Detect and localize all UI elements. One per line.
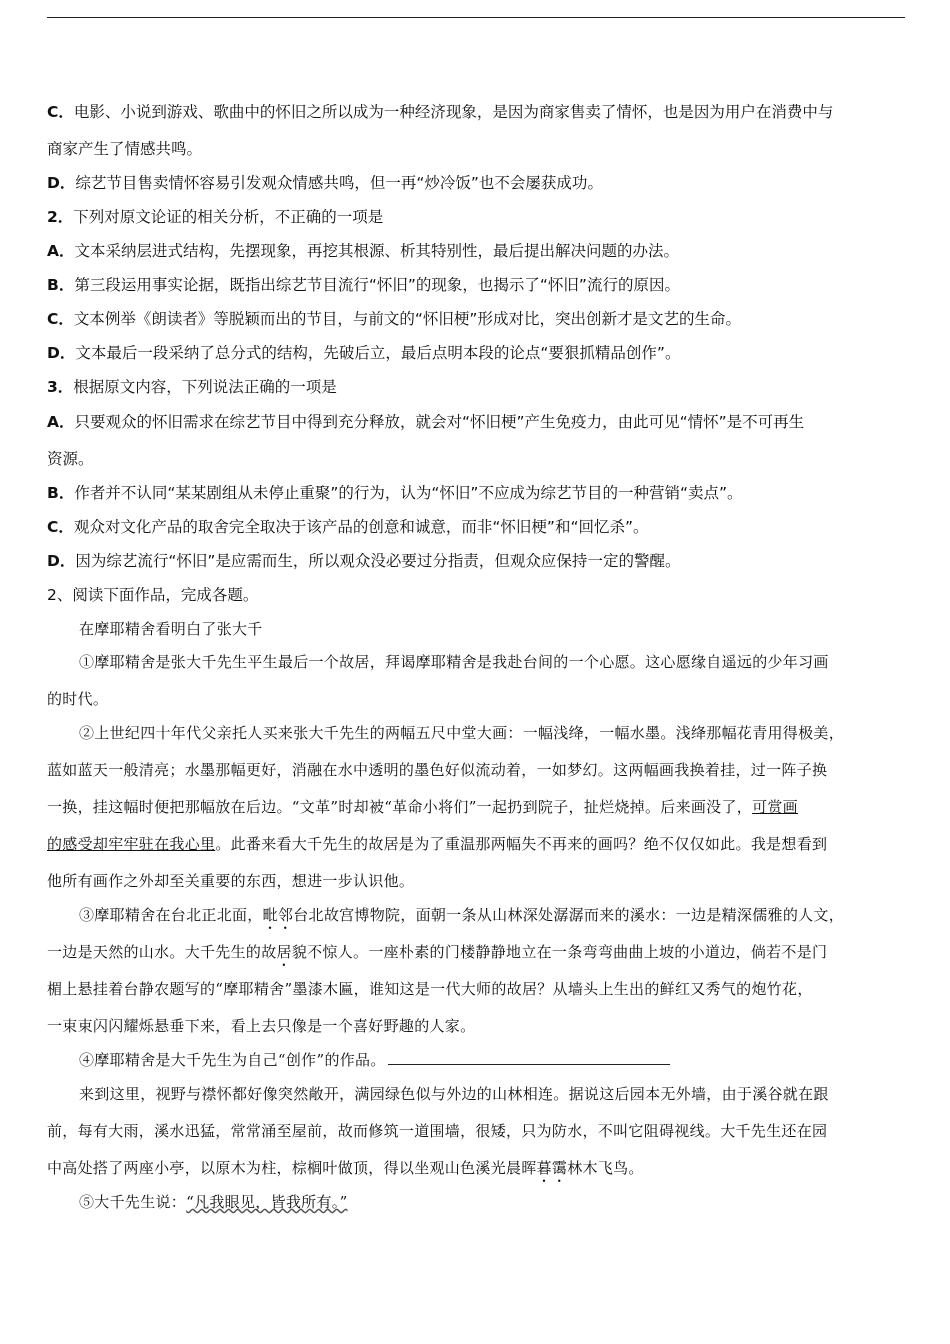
paragraph-6: [79, 1192, 348, 1212]
paragraph-2-cont: [47, 834, 827, 854]
paragraph-text: 中高处搭了两座小亭，以原木为柱，棕榈叶做顶，得以坐观山色溪光晨晖: [47, 1159, 537, 1177]
dotted-word: 毗邻: [262, 906, 294, 924]
q3-option-b: [47, 483, 743, 503]
option-text: 文本例举《朗读者》等脱颖而出的节目，与前文的“怀旧梗”形成对比，突出创新才是文艺的生命。: [73, 310, 741, 328]
answer-blank[interactable]: [388, 1050, 670, 1065]
paragraph-5-cont: 前，每有大雨，溪水迅猛，常常涌至屋前，故而修筑一道围墙，很矮，只为防水，不叫它阻碍视线。大千先生还在园: [47, 1122, 828, 1140]
q1-option-c: [47, 102, 833, 122]
question-number: 3．: [47, 378, 74, 396]
q2-option-b: [47, 275, 680, 295]
paragraph-text: 台北故宫博物院，面朝一条从山林深处潺潺而来的溪水：一边是精深儒雅的人文，: [293, 906, 845, 924]
q3-option-a-cont: [47, 449, 94, 469]
dotted-word: 暮霭: [536, 1159, 568, 1177]
q1-option-c-cont: [47, 139, 202, 159]
paragraph-3: [79, 905, 844, 933]
q3-option-d: [47, 551, 680, 571]
paragraph-text: 林木飞鸟。: [567, 1159, 644, 1177]
q3-stem: [47, 377, 337, 397]
option-text: 第三段运用事实论据，既指出综艺节目流行“怀旧”的现象，也揭示了“怀旧”流行的原因。: [74, 276, 680, 294]
paragraph-text: ⑤大千先生说：: [79, 1193, 187, 1211]
paragraph-text: ③摩耶精舍在台北正北面，: [79, 906, 263, 924]
paragraph-3-cont: 楣上悬挂着台静农题写的“摩耶精舍”墨漆木匾，谁知这是一代大师的故居？从墙头上生出的鲜红又秀气的炮竹花，: [47, 980, 813, 998]
paragraph-2-cont: 蓝如蓝天一般清亮；水墨那幅更好，消融在水中透明的墨色好似流动着，一如梦幻。这两幅画我换着挂，过一阵子换: [47, 761, 828, 779]
paragraph-2-cont: [47, 797, 798, 817]
underlined-sentence: 可赏画: [752, 798, 798, 816]
paragraph-text: 一换，挂这幅时便把那幅放在后边。“文革”时却被“革命小将们”一起扔到院子，扯烂烧掉。后来画没了，: [47, 798, 753, 816]
paragraph-text: ④摩耶精舍是大千先生为自己“创作”的作品。: [79, 1051, 386, 1069]
dotted-word: 居: [276, 943, 292, 961]
q1-option-d: [47, 173, 603, 193]
underlined-sentence: 的感受却牢牢驻在我心里: [47, 835, 216, 853]
option-text: 作者并不认同“某某剧组从未停止重聚”的行为，认为“怀旧”不应成为综艺节目的一种营销“卖点”。: [74, 484, 743, 502]
q2-option-c: [47, 309, 741, 329]
section-heading: 2、阅读下面作品，完成各题。: [47, 586, 259, 604]
option-label: B．: [47, 484, 75, 502]
paragraph-text: 。此番来看大千先生的故居是为了重温那两幅失不再来的画吗？绝不仅仅如此。我是想看到: [215, 835, 828, 853]
option-text: 电影、小说到游戏、歌曲中的怀旧之所以成为一种经济现象，是因为商家售卖了情怀，也是因为用户在消费中与: [73, 103, 834, 121]
option-text: 资源。: [47, 450, 94, 468]
paragraph-text: 一边是天然的山水。大千先生的故: [47, 943, 277, 961]
q2-option-d: [47, 343, 680, 363]
wavy-underlined-quote: “凡我眼见，皆我所有。”: [186, 1193, 348, 1211]
q3-option-a: [47, 412, 804, 432]
option-text: 因为综艺流行“怀旧”是应需而生，所以观众没必要过分指责，但观众应保持一定的警醒。: [75, 552, 681, 570]
paragraph-text: 貌不惊人。一座朴素的门楼静静地立在一条弯弯曲曲上坡的小道边，倘若不是门: [291, 943, 828, 961]
option-label: D．: [47, 552, 76, 570]
question-number: 2．: [47, 208, 74, 226]
paragraph-5-cont: [47, 1158, 644, 1186]
option-label: A．: [47, 242, 75, 260]
paragraph-1: ①摩耶精舍是张大千先生平生最后一个故居，拜谒摩耶精舍是我赴台间的一个心愿。这心愿缘自遥远的少年习画: [79, 653, 829, 671]
q3-option-c: [47, 517, 649, 537]
option-text: 只要观众的怀旧需求在综艺节目中得到充分释放，就会对“怀旧梗”产生免疫力，由此可见“情怀”是不可再生: [74, 413, 805, 431]
option-text: 综艺节目售卖情怀容易引发观众情感共鸣，但一再“炒冷饭”也不会屡获成功。: [75, 174, 603, 192]
paragraph-2-cont: 他所有画作之外却至关重要的东西，想进一步认识他。: [47, 872, 415, 890]
option-label: C．: [47, 103, 74, 121]
paragraph-5: 来到这里，视野与襟怀都好像突然敞开，满园绿色似与外边的山林相连。据说这后园本无外墙，由于溪谷就在跟: [79, 1085, 829, 1103]
option-text: 文本采纳层进式结构，先摆现象，再挖其根源、析其特别性，最后提出解决问题的办法。: [74, 242, 680, 260]
option-text: 商家产生了情感共鸣。: [47, 140, 203, 158]
paragraph-3-cont: [47, 942, 827, 970]
option-text: 观众对文化产品的取舍完全取决于该产品的创意和诚意，而非“怀旧梗”和“回忆杀”。: [73, 518, 649, 536]
option-label: C．: [47, 518, 74, 536]
option-label: A．: [47, 413, 75, 431]
option-label: B．: [47, 276, 75, 294]
question-text: 根据原文内容，下列说法正确的一项是: [73, 378, 337, 396]
paragraph-2: ②上世纪四十年代父亲托人买来张大千先生的两幅五尺中堂大画：一幅浅绛，一幅水墨。浅绛那幅花青用得极美，: [79, 724, 845, 742]
article-title: 在摩耶精舍看明白了张大千: [79, 620, 263, 638]
q2-option-a: [47, 241, 679, 261]
option-text: 文本最后一段采纳了总分式的结构，先破后立，最后点明本段的论点“要狠抓精品创作”。: [75, 344, 681, 362]
option-label: D．: [47, 174, 76, 192]
option-label: C．: [47, 310, 74, 328]
question-text: 下列对原文论证的相关分析，不正确的一项是: [73, 208, 384, 226]
paragraph-3-cont: 一束束闪闪耀烁悬垂下来，看上去只像是一个喜好野趣的人家。: [47, 1017, 476, 1035]
paragraph-1-cont: 的时代。: [47, 690, 109, 708]
q2-stem: [47, 207, 383, 227]
option-label: D．: [47, 344, 76, 362]
paragraph-4: [79, 1050, 670, 1070]
header-rule: [47, 17, 905, 18]
